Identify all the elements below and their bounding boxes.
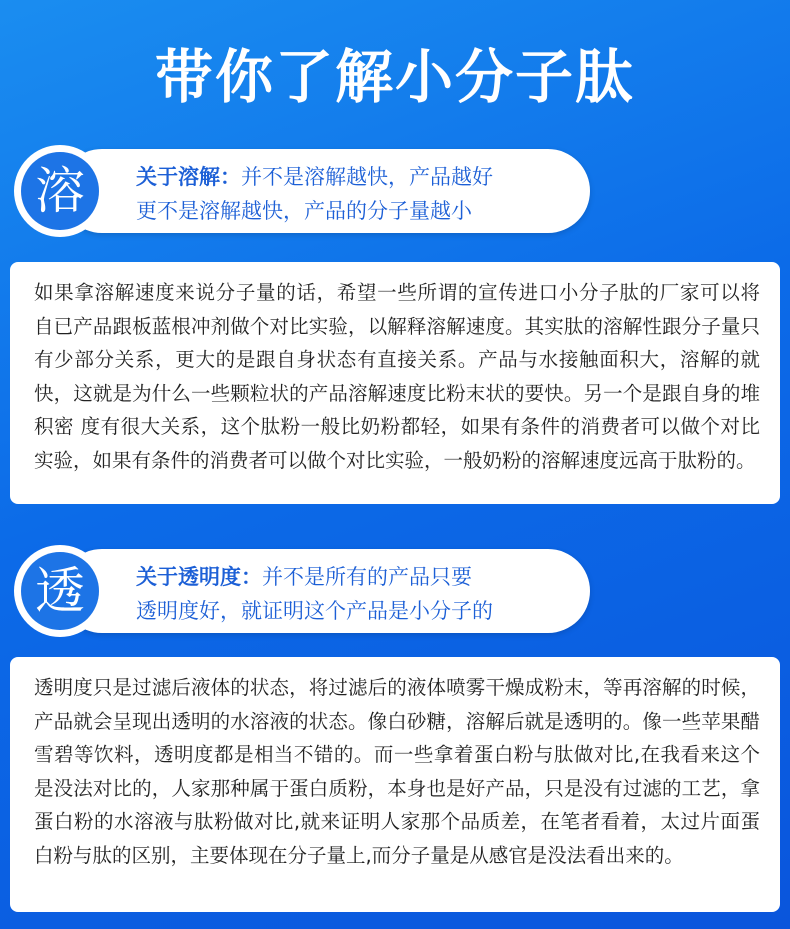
section-dissolve-key: 关于溶解：	[136, 165, 241, 189]
section-transparency-line2: 透明度好，就证明这个产品是小分子的	[136, 599, 493, 623]
section-transparency-line1	[136, 561, 472, 591]
section-dissolve-body: 如果拿溶解速度来说分子量的话，希望一些所谓的宣传进口小分子肽的厂家可以将 自已产品跟板蓝根冲剂做个对比实验，以解释溶解速度。其实肽的溶解性跟分子量只有少部分关系，更大的是跟自身状态有直接关系。产品与水接触面积大，溶解的就快，这就是为什么一些颗粒状的产品溶解速度比粉末状的要快。另一个是跟自身的堆积密 度有很大关系，这个肽粉一般比奶粉都轻，如果有条件的消费者可以做个对比实验，如果有条件的消费者可以做个对比实验，一般奶粉的溶解速度远高于肽粉的。	[34, 281, 760, 472]
section-transparency-line1-text: 并不是所有的产品只要	[262, 565, 472, 589]
section-dissolve-card	[10, 262, 780, 504]
page-title: 带你了解小分子肽	[154, 43, 635, 111]
section-dissolve-line1	[136, 161, 493, 191]
section-transparency-badge-char: 透	[21, 552, 99, 630]
section-dissolve-pill	[60, 149, 590, 233]
section-transparency-badge	[14, 545, 106, 637]
section-dissolve-badge	[14, 145, 106, 237]
section-dissolve-line1-text: 并不是溶解越快，产品越好	[241, 165, 493, 189]
section-dissolve-line2: 更不是溶解越快，产品的分子量越小	[136, 199, 472, 223]
section-transparency-header	[14, 545, 594, 637]
section-transparency-pill	[60, 549, 590, 633]
section-transparency-body: 透明度只是过滤后液体的状态，将过滤后的液体喷雾干燥成粉末，等再溶解的时候，产品就会呈现出透明的水溶液的状态。像白砂糖，溶解后就是透明的。像一些苹果醋 雪碧等饮料，透明度都是相当不错的。而一些拿着蛋白粉与肽做对比,在我看来这个 是没法对比的，人家那种属于蛋白质粉，本身也是好产品，只是没有过滤的工艺，拿蛋白粉的水溶液与肽粉做对比,就来证明人家那个品质差，在笔者看着，太过片面蛋白粉与肽的区别，主要体现在分子量上,而分子量是从感官是没法看出来的。	[34, 676, 760, 867]
section-transparency-card	[10, 657, 780, 912]
section-dissolve-badge-char: 溶	[21, 152, 99, 230]
section-dissolve-header	[14, 145, 594, 237]
section-transparency-key: 关于透明度：	[136, 565, 262, 589]
